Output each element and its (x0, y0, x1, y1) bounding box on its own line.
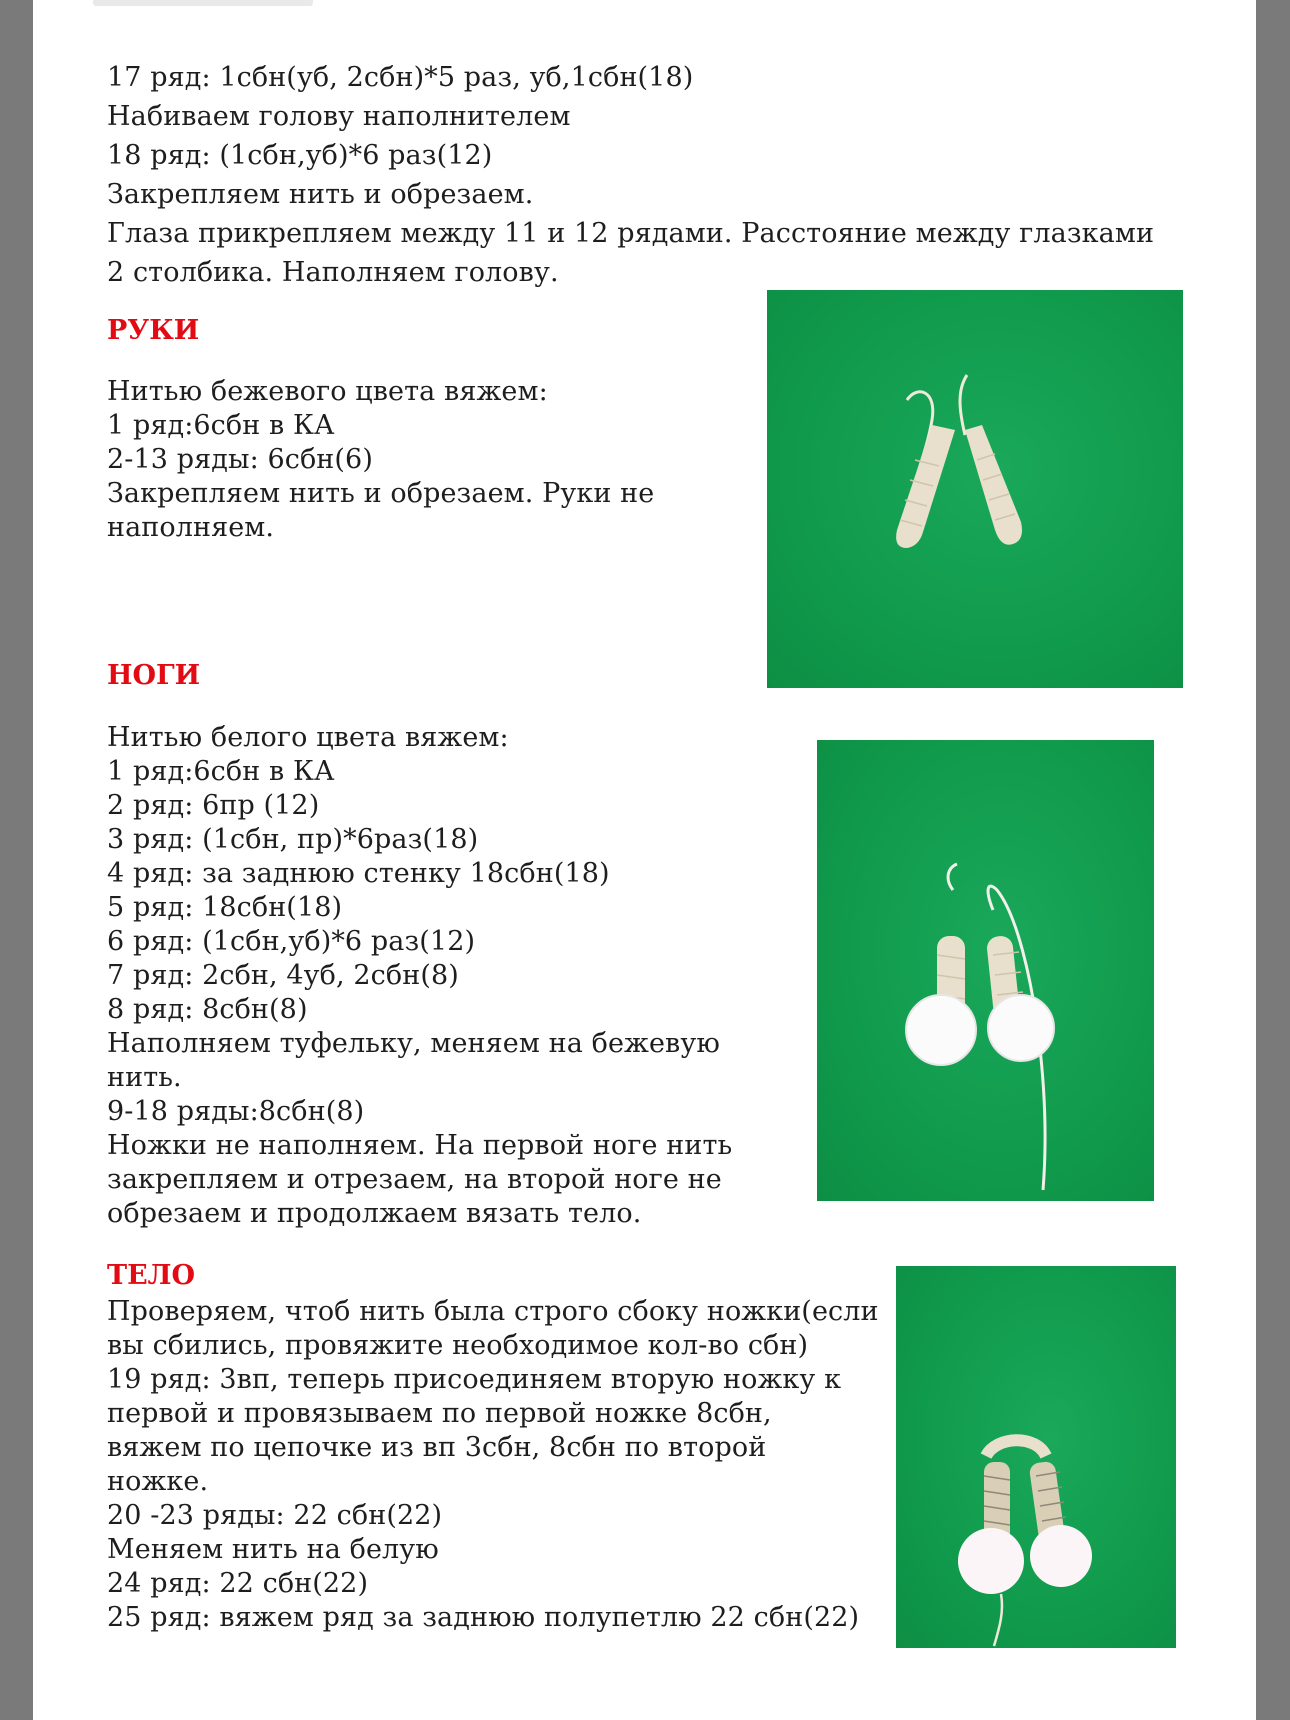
text-line: первой и провязываем по первой ножке 8сбн, (107, 1398, 772, 1429)
text-line: 18 ряд: (1сбн,уб)*6 раз(12) (107, 140, 493, 171)
text-line: 24 ряд: 22 сбн(22) (107, 1568, 369, 1599)
text-line: 1 ряд:6сбн в КА (107, 756, 335, 787)
text-line: Закрепляем нить и обрезаем. Руки не (107, 478, 655, 509)
text-line: 25 ряд: вяжем ряд за заднюю полупетлю 22 сбн(22) (107, 1602, 860, 1633)
legs-photo (817, 740, 1154, 1201)
text-line: Наполняем туфельку, меняем на бежевую (107, 1028, 720, 1059)
text-line: 8 ряд: 8сбн(8) (107, 994, 308, 1025)
text-line: Глаза прикрепляем между 11 и 12 рядами. Расстояние между глазками (107, 218, 1155, 249)
section-heading-body: ТЕЛО (107, 1260, 196, 1291)
text-line: 20 -23 ряды: 22 сбн(22) (107, 1500, 443, 1531)
text-line: Ножки не наполняем. На первой ноге нить (107, 1130, 733, 1161)
text-line: 2 столбика. Наполняем голову. (107, 257, 559, 288)
text-line: 5 ряд: 18сбн(18) (107, 892, 343, 923)
section-heading-legs: НОГИ (107, 660, 201, 691)
text-line: Проверяем, чтоб нить была строго сбоку ножки(если (107, 1296, 879, 1327)
body-photo (896, 1266, 1176, 1648)
text-line: 2 ряд: 6пр (12) (107, 790, 320, 821)
text-line: 19 ряд: 3вп, теперь присоединяем вторую ножку к (107, 1364, 842, 1395)
text-line: 17 ряд: 1сбн(уб, 2сбн)*5 раз, уб,1сбн(18) (107, 62, 694, 93)
text-line: 3 ряд: (1сбн, пр)*6раз(18) (107, 824, 479, 855)
scroll-indicator (93, 0, 313, 6)
text-line: 6 ряд: (1сбн,уб)*6 раз(12) (107, 926, 476, 957)
text-line: 7 ряд: 2сбн, 4уб, 2сбн(8) (107, 960, 459, 991)
text-line: нить. (107, 1062, 182, 1093)
text-line: 9-18 ряды:8сбн(8) (107, 1096, 365, 1127)
text-line: ножке. (107, 1466, 209, 1497)
text-line: вяжем по цепочке из вп 3сбн, 8сбн по второй (107, 1432, 767, 1463)
text-line: 4 ряд: за заднюю стенку 18сбн(18) (107, 858, 610, 889)
arms-photo (767, 290, 1183, 688)
text-line: Нитью бежевого цвета вяжем: (107, 376, 548, 407)
text-line: закрепляем и отрезаем, на второй ноге не (107, 1164, 722, 1195)
section-heading-arms: РУКИ (107, 315, 200, 346)
text-line: 2-13 ряды: 6сбн(6) (107, 444, 373, 475)
text-line: Набиваем голову наполнителем (107, 101, 571, 132)
text-line: 1 ряд:6сбн в КА (107, 410, 335, 441)
crocheted-legs-image (817, 740, 1154, 1201)
crocheted-arms-image (767, 290, 1183, 688)
text-line: Меняем нить на белую (107, 1534, 439, 1565)
text-line: вы сбились, провяжите необходимое кол-во сбн) (107, 1330, 809, 1361)
crocheted-joined-legs-image (896, 1266, 1176, 1648)
text-line: Закрепляем нить и обрезаем. (107, 179, 534, 210)
text-line: наполняем. (107, 512, 275, 543)
text-line: обрезаем и продолжаем вязать тело. (107, 1198, 642, 1229)
text-line: Нитью белого цвета вяжем: (107, 722, 509, 753)
